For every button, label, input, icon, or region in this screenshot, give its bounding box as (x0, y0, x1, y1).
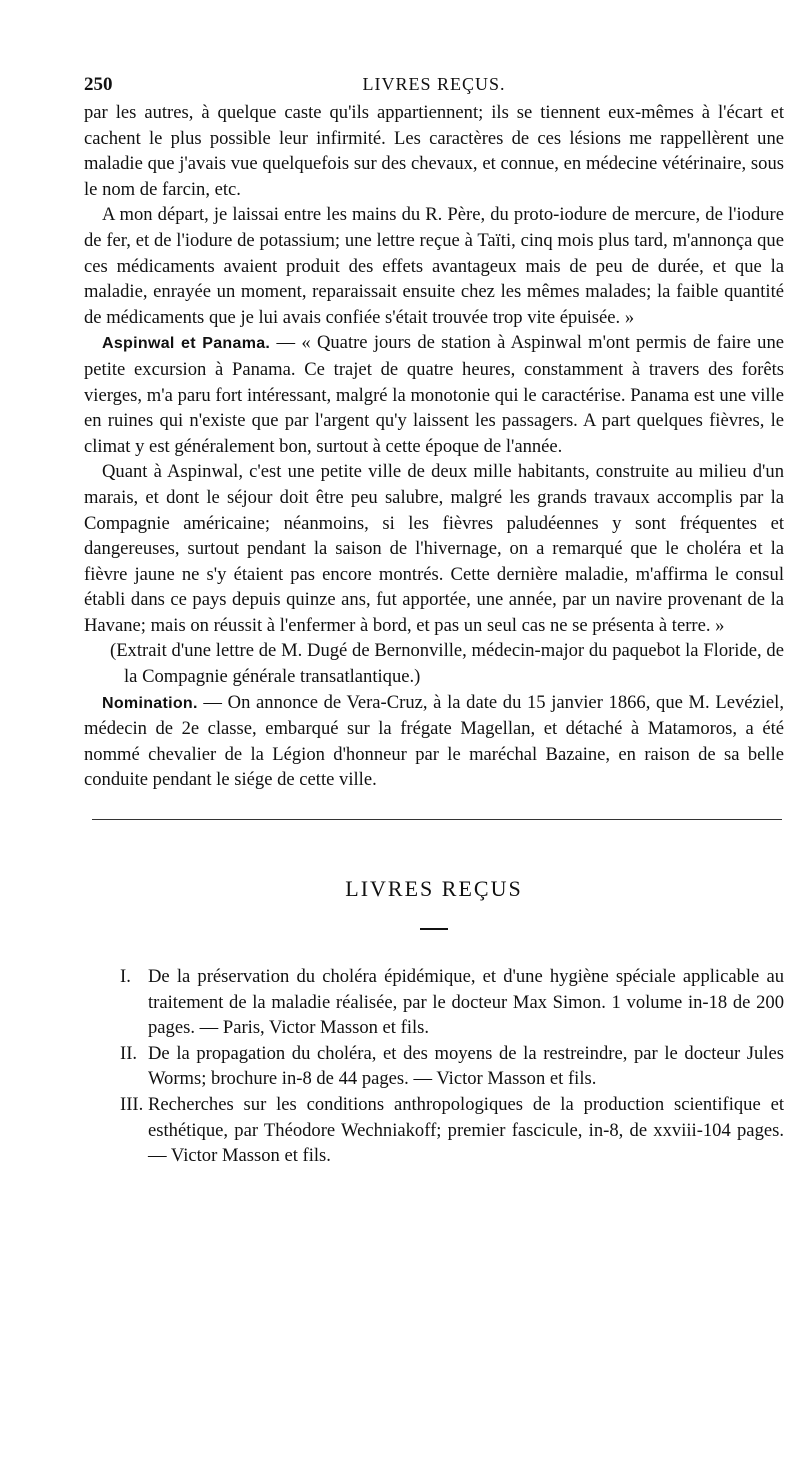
paragraph-departure (84, 202, 784, 330)
paragraph-lead: Aspinwal et Panama. (102, 335, 271, 353)
list-item (84, 964, 784, 1041)
paragraph-text: Quant à Aspinwal, c'est une petite ville de deux mille habitants, construite au milieu d'un marais, et dont le séjour doit être peu salubre, malgré les grands travaux accomplis par la Compagnie américaine; néanmoins, si les fièvres paludéennes y sont fréquentes et dangereuses, surtout pendant la saison de l'hivernage, on a remarqué que le choléra et la fièvre jaune ne s'y étaient pas encore montrés. Cette dernière maladie, m'affirma le consul établi dans ce pays depuis quinze ans, fut apportée, une année, par un navire provenant de la Havane; mais on réussit à l'enfermer à bord, et pas un seul cas ne se présenta à terre. » (84, 461, 784, 636)
paragraph-source (84, 638, 784, 689)
paragraph-text: A mon départ, je laissai entre les mains du R. Père, du proto-iodure de mercure, de l'iodure de fer, et de l'iodure de potassium; une lettre reçue à Taïti, cinq mois plus tard, m'annonça que ces médicaments avaient produit des effets avantageux mais de peu de durée, et que la maladie, enrayée un moment, reparaissait ensuite chez les mêmes malades; la faible quantité de médicaments que je lui avais confiée s'était trouvée trop vite épuisée. » (84, 204, 784, 328)
paragraph-text: — On annonce de Vera-Cruz, à la date du 15 janvier 1866, que M. Levéziel, médecin de 2e classe, embarqué sur la frégate Magellan, et détaché à Matamoros, a été nommé chevalier de la Légion d'honneur par le maréchal Bazaine, en raison de sa belle conduite pendant le siége de cette ville. (84, 691, 784, 791)
running-head: LIVRES REÇUS. (362, 74, 506, 94)
paragraph-lead: Nomination. (102, 694, 198, 712)
list-numeral: I. (120, 966, 131, 988)
article-body (84, 100, 784, 793)
page-number: 250 (84, 74, 113, 95)
section-title: LIVRES REÇUS (345, 876, 523, 902)
list-item (84, 1092, 784, 1169)
list-text: Recherches sur les conditions anthropologiques de la production scientifique et esthétique, par Théodore Wechniakoff; premier fascicule, in-8, de xxviii-104 pages. — Victor Masson et fils. (148, 1094, 784, 1167)
page-header (84, 72, 784, 100)
list-numeral: III. (120, 1094, 144, 1115)
paragraph-text: — « Quatre jours de station à Aspinwal m'ont permis de faire une petite excursion à Panama. Ce trajet de quatre heures, constamment à travers des forêts vierges, m'a paru fort intéressant, malgré la monotonie qui le caractérise. Panama est une ville en ruines qui n'existe que par l'argent qu'y laissent les passagers. A part quelques fièvres, le climat y est généralement bon, surtout à cette époque de l'année. (84, 332, 784, 457)
paragraph-text: par les autres, à quelque caste qu'ils appartiennent; ils se tiennent eux-mêmes à l'écart et cachent le plus possible leur infirmité. Les caractères de ces lésions me rappellèrent une maladie que j'avais vue quelquefois sur des chevaux, et connue, en médecine vétérinaire, sous le nom de farcin, etc. (84, 102, 784, 200)
paragraph-nomination (84, 690, 784, 793)
paragraph-aspinwal (84, 459, 784, 638)
paragraph-aspinwal-panama (84, 330, 784, 459)
title-rule (420, 928, 448, 930)
paragraph-continuation (84, 100, 784, 202)
paragraph-text: (Extrait d'une lettre de M. Dugé de Bernonville, médecin-major du paquebot la Floride, de la Compagnie générale transatlantique.) (110, 640, 784, 688)
list-item (84, 1041, 784, 1092)
list-numeral: II. (120, 1042, 138, 1064)
book-list (84, 964, 784, 1169)
page (84, 72, 784, 1169)
list-text: De la préservation du choléra épidémique, et d'une hygiène spéciale applicable au traitement de la maladie réalisée, par le docteur Max Simon. 1 volume in-18 de 200 pages. — Paris, Victor Masson et fils. (148, 966, 784, 1039)
list-text: De la propagation du choléra, et des moyens de la restreindre, par le docteur Jules Worms; brochure in-8 de 44 pages. — Victor Masson et fils. (148, 1042, 784, 1090)
section-divider (92, 819, 782, 820)
